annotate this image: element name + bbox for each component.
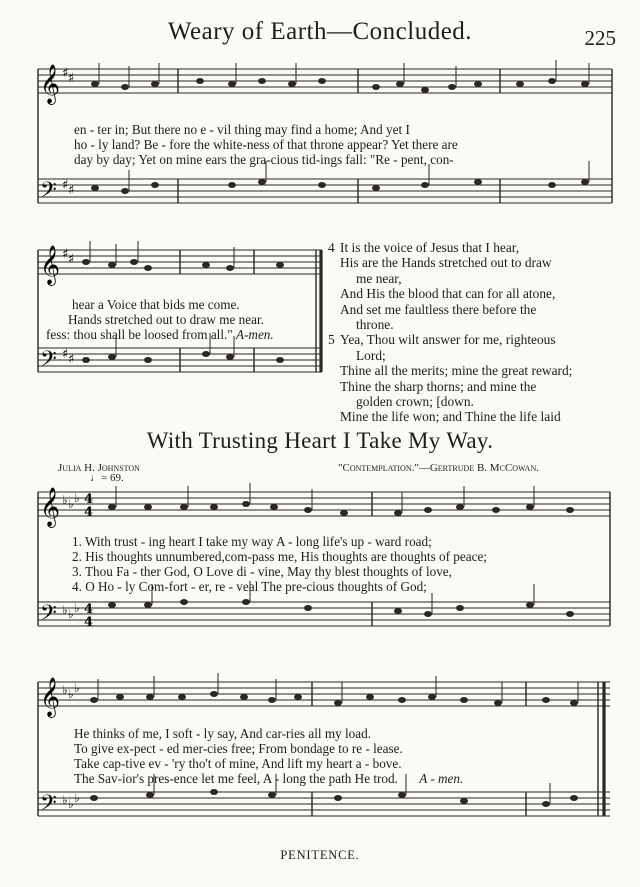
- amen-label: A-men.: [235, 327, 274, 342]
- verse-line: 1. With trust - ing heart I take my way A - long life's up - ward road;: [72, 534, 432, 549]
- svg-text:♯: ♯: [62, 66, 69, 81]
- svg-text:𝄢: 𝄢: [40, 178, 57, 208]
- next-hymn-label: PENITENCE.: [280, 848, 360, 862]
- lyric-line: hear a Voice that bids me come.: [72, 297, 240, 312]
- stanza-row: Mine the life won; and Thine the life laid: [340, 409, 561, 425]
- svg-text:𝄞: 𝄞: [40, 64, 61, 104]
- svg-text:♭: ♭: [74, 681, 80, 695]
- verse-line: 4. O Ho - ly Com-fort - er, re - veal The pre-cious thoughts of God;: [72, 579, 427, 594]
- svg-text:♭: ♭: [62, 793, 68, 807]
- lyric-line: Hands stretched out to draw me near.: [68, 312, 264, 327]
- svg-text:♭: ♭: [62, 603, 68, 617]
- svg-text:♭: ♭: [74, 791, 80, 805]
- svg-text:♭: ♭: [74, 601, 80, 615]
- svg-text:♭: ♭: [68, 607, 74, 621]
- stanza-row: 5 Yea, Thou wilt answer for me, righteous: [328, 332, 556, 348]
- author-credit: Julia H. Johnston: [58, 462, 140, 474]
- svg-text:4: 4: [84, 492, 94, 507]
- hymn-title: With Trusting Heart I Take My Way.: [146, 428, 494, 453]
- svg-text:♭: ♭: [74, 491, 80, 505]
- svg-text:♯: ♯: [62, 178, 69, 193]
- svg-text:♭: ♭: [62, 493, 68, 507]
- stanzas-4-5: [328, 240, 610, 425]
- stanza-row: Lord;: [356, 347, 386, 363]
- tempo-marking: ♩= 69.: [90, 472, 124, 484]
- svg-text:♭: ♭: [68, 687, 74, 701]
- verse-line: 3. Thou Fa - ther God, O Love di - vine, May thy blest thoughts of love,: [72, 564, 452, 579]
- amen-label: A - men.: [419, 771, 464, 786]
- stanza-row: His are the Hands stretched out to draw: [340, 255, 552, 271]
- svg-text:♯: ♯: [68, 71, 75, 86]
- stanza-row: Thine all the merits; mine the great reward;: [340, 363, 573, 379]
- verse-line: Take cap-tive ev - 'ry tho't of mine, And lift my heart a - bove.: [74, 756, 402, 771]
- svg-text:4: 4: [84, 615, 94, 630]
- lyric-line: ho - ly land? Be - fore the white-ness of that throne appear? Yet there are: [74, 137, 458, 152]
- verse-line: [74, 771, 463, 786]
- svg-text:𝄞: 𝄞: [40, 245, 61, 285]
- stanza-row: And His the blood that can for all atone,: [340, 286, 556, 302]
- stanza-row: Thine the sharp thorns; and mine the: [340, 378, 537, 394]
- page-number: 225: [584, 26, 616, 50]
- svg-text:𝄞: 𝄞: [40, 487, 61, 527]
- svg-text:𝄢: 𝄢: [40, 791, 57, 821]
- svg-text:♭: ♭: [62, 683, 68, 697]
- svg-text:𝄞: 𝄞: [40, 677, 61, 717]
- svg-text:𝄢: 𝄢: [40, 601, 57, 631]
- stanza-row: me near,: [356, 270, 402, 286]
- stanza-row: And set me faultless there before the: [340, 301, 537, 317]
- svg-text:𝄢: 𝄢: [40, 347, 57, 377]
- lyric-text: fess: thou shall be loosed from all.": [46, 327, 233, 342]
- verse-text: The Sav-ior's pres-ence let me feel, A - long the path He trod.: [74, 771, 398, 786]
- svg-text:♯: ♯: [68, 183, 75, 198]
- tune-credit: "Contemplation."—Gertrude B. McCowan.: [338, 462, 539, 474]
- svg-text:♯: ♯: [68, 252, 75, 267]
- verse-line: 2. His thoughts unnumbered,com-pass me, His thoughts are thoughts of peace;: [72, 549, 487, 564]
- lyric-line: [46, 327, 274, 342]
- svg-text:4: 4: [84, 602, 94, 617]
- svg-text:♯: ♯: [62, 247, 69, 262]
- svg-text:4: 4: [84, 505, 94, 520]
- svg-text:♭: ♭: [68, 797, 74, 811]
- verse-line: He thinks of me, I soft - ly say, And car-ries all my load.: [74, 726, 371, 741]
- stanza-row: throne.: [356, 317, 394, 333]
- stanza-row: 4 It is the voice of Jesus that I hear,: [328, 240, 520, 255]
- page-title: Weary of Earth—Concluded.: [167, 18, 473, 45]
- stanza-row: golden crown; [down.: [356, 394, 474, 410]
- svg-text:♯: ♯: [62, 347, 69, 362]
- svg-text:♭: ♭: [68, 497, 74, 511]
- verse-line: To give ex-pect - ed mer-cies free; From bondage to re - lease.: [74, 741, 403, 756]
- lyric-line: en - ter in; But there no e - vil thing may find a home; And yet I: [74, 122, 410, 137]
- lyric-line: day by day; Yet on mine ears the gra-cious tid-ings fall: "Re - pent, con-: [74, 152, 454, 167]
- svg-text:♯: ♯: [68, 352, 75, 367]
